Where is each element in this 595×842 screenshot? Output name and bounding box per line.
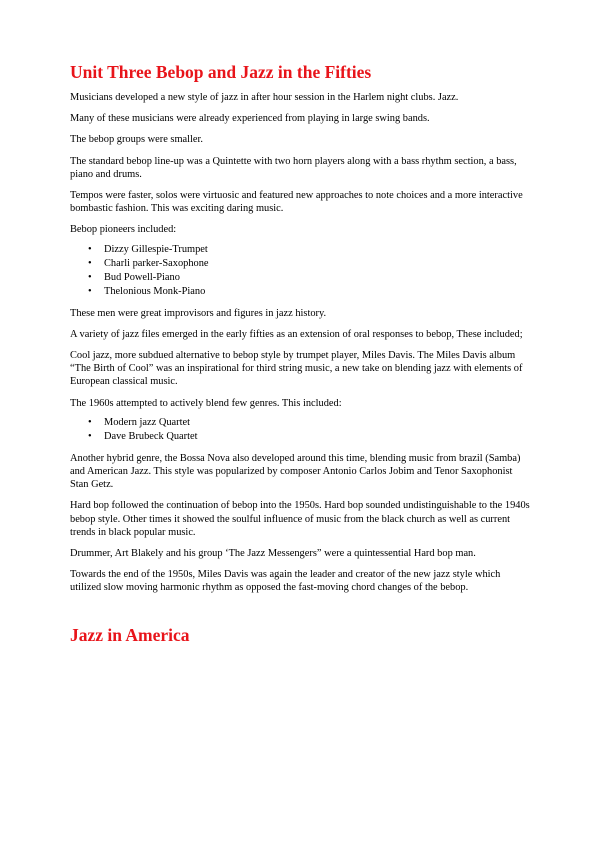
bullet-icon: •: [88, 257, 92, 269]
paragraph: Drummer, Art Blakely and his group ‘The Jazz Messengers” were a quintessential Hard bop man.: [70, 548, 476, 560]
bullet-icon: •: [88, 271, 92, 283]
list-item-text: Bud Powell-Piano: [104, 271, 180, 283]
pioneers-list: [70, 243, 530, 299]
paragraph: Musicians developed a new style of jazz in after hour session in the Harlem night clubs. Jazz.: [70, 92, 459, 103]
list-item: [88, 271, 530, 285]
paragraph: Another hybrid genre, the Bossa Nova also developed around this time, blending music from brazil (Samba) and American Jazz. This style was popularized by composer Antonio Carlos Jobim and Tenor Saxophonist Stan Getz.: [70, 452, 521, 491]
list-item-text: Modern jazz Quartet: [104, 416, 190, 428]
list-item: [88, 243, 530, 257]
list-item: [88, 257, 530, 271]
bullet-icon: •: [88, 285, 92, 297]
bullet-icon: •: [88, 416, 92, 428]
paragraph: A variety of jazz files emerged in the early fifties as an extension of oral responses to bebop, These included;: [70, 328, 523, 340]
bullet-icon: •: [88, 243, 92, 255]
paragraph: The standard bebop line-up was a Quintette with two horn players along with a bass rhythm section, a bass, piano and drums.: [70, 155, 517, 180]
document-page: [70, 62, 530, 654]
section-heading: Jazz in America: [70, 624, 190, 645]
paragraph: Tempos were faster, solos were virtuosic and featured new approaches to note choices and a more interactive bombastic fashion. This was exciting daring music.: [70, 190, 523, 215]
list-item-text: Charli parker-Saxophone: [104, 257, 209, 269]
paragraph: The bebop groups were smaller.: [70, 134, 204, 146]
list-item: [88, 416, 530, 430]
list-item: [88, 285, 530, 299]
list-item-text: Dave Brubeck Quartet: [104, 430, 198, 442]
paragraph: Towards the end of the 1950s, Miles Davis was again the leader and creator of the new jazz style which utilized slow moving harmonic rhythm as opposed the fast-moving chord changes of the bebop.: [70, 569, 501, 594]
bullet-icon: •: [88, 430, 92, 442]
paragraph: These men were great improvisors and figures in jazz history.: [70, 307, 327, 319]
paragraph: Cool jazz, more subdued alternative to bebop style by trumpet player, Miles Davis. The Miles Davis album “The Birth of Cool” was an inspirational for third string music, a new take on blending jazz with elements of European classical music.: [70, 350, 523, 388]
blends-list: [70, 416, 530, 444]
list-item-text: Dizzy Gillespie-Trumpet: [104, 243, 208, 255]
paragraph: Many of these musicians were already experienced from playing in large swing bands.: [70, 113, 430, 125]
list-item-text: Thelonious Monk-Piano: [104, 285, 206, 297]
paragraph: Bebop pioneers included:: [70, 224, 177, 236]
paragraph: Hard bop followed the continuation of bebop into the 1950s. Hard bop sounded undistinguishable to the 1940s bebop style. Other times it showed the soulful influence of music from the black church as well as current trends in black popular music.: [70, 500, 530, 538]
list-item: [88, 430, 530, 444]
unit-title: Unit Three Bebop and Jazz in the Fifties: [70, 62, 372, 82]
paragraph: The 1960s attempted to actively blend few genres. This included:: [70, 397, 342, 409]
